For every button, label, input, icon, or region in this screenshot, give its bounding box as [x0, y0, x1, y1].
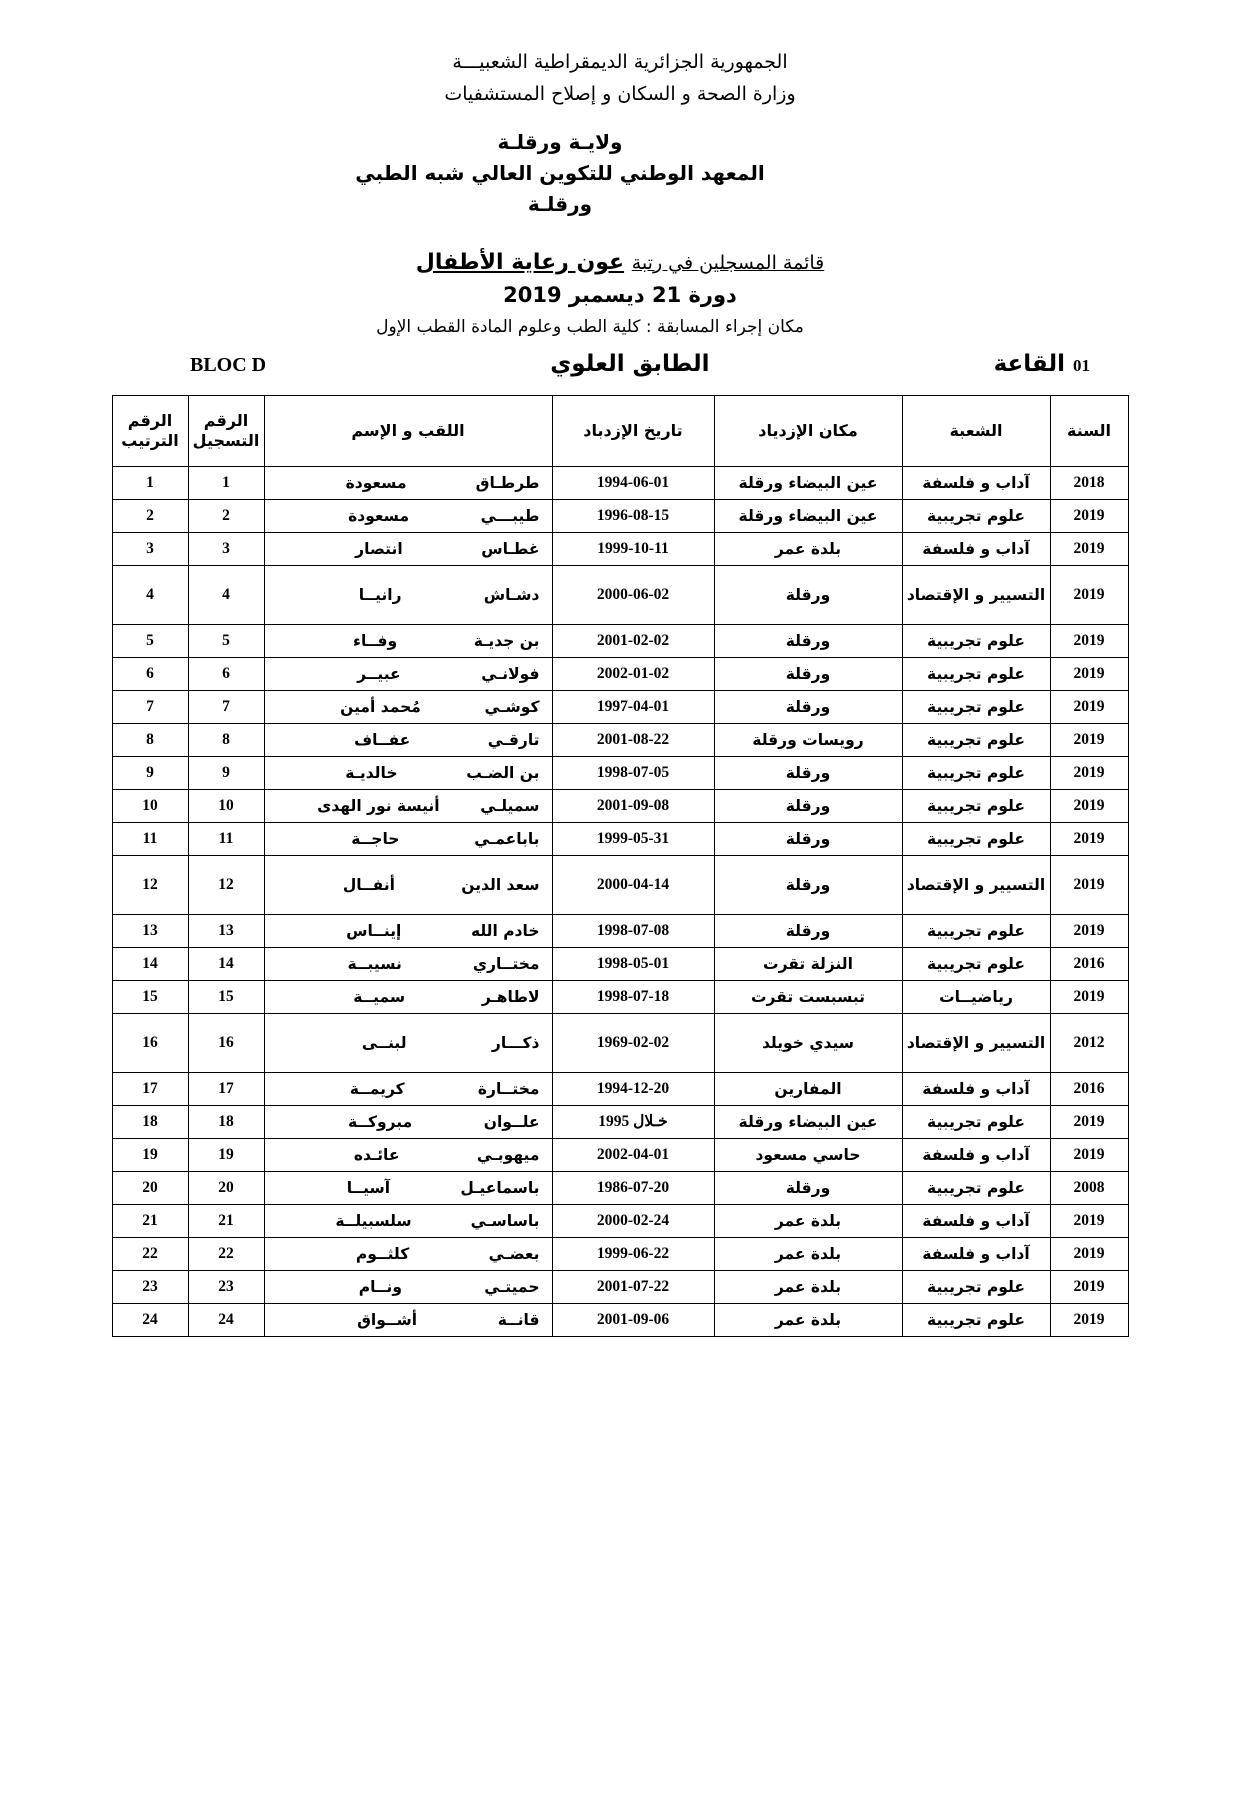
cell-year: 2012	[1050, 1013, 1128, 1072]
cell-registration-number: 15	[188, 980, 264, 1013]
column-header-birthdate: تاريخ الإزدباد	[552, 395, 714, 466]
cell-name	[264, 466, 552, 499]
cell-surname: بن جديـة	[473, 631, 540, 650]
table-row	[112, 657, 1128, 690]
cell-name	[264, 532, 552, 565]
cell-year: 2016	[1050, 947, 1128, 980]
cell-birthplace: عين البيضاء ورقلة	[714, 1105, 902, 1138]
hall-number: 01	[1073, 355, 1090, 375]
wilaya-line: ولايـة ورقلـة	[497, 129, 623, 154]
cell-order-number: 7	[112, 690, 188, 723]
cell-branch: علوم تجريبية	[902, 657, 1050, 690]
cell-order-number: 1	[112, 466, 188, 499]
column-header-registration-number	[188, 395, 264, 466]
exam-place-line: مكان إجراء المسابقة : كلية الطب وعلوم المادة القطب الإول	[376, 316, 804, 337]
cell-branch: آداب و فلسفة	[902, 1072, 1050, 1105]
cell-given-name: مسعودة	[348, 506, 410, 525]
cell-birthdate: 2002-01-02	[552, 657, 714, 690]
cell-given-name: لبنــى	[361, 1033, 407, 1052]
cell-branch: علوم تجريبية	[902, 1270, 1050, 1303]
cell-order-number: 22	[112, 1237, 188, 1270]
cell-birthdate: 2001-09-08	[552, 789, 714, 822]
cell-name	[264, 690, 552, 723]
table-row	[112, 466, 1128, 499]
cell-registration-number: 2	[188, 499, 264, 532]
cell-surname: كوشـي	[484, 697, 540, 716]
column-header-year: السنة	[1050, 395, 1128, 466]
cell-birthplace: بلدة عمر	[714, 532, 902, 565]
floor-label: الطابق العلوي	[550, 350, 710, 377]
cell-order-number: 4	[112, 565, 188, 624]
cell-birthdate: 1997-04-01	[552, 690, 714, 723]
cell-registration-number: 14	[188, 947, 264, 980]
cell-order-number: 13	[112, 914, 188, 947]
cell-given-name: عائـده	[353, 1145, 400, 1164]
cell-name	[264, 1237, 552, 1270]
cell-name	[264, 1138, 552, 1171]
cell-year: 2019	[1050, 657, 1128, 690]
cell-surname: سميلـي	[480, 796, 540, 815]
cell-name	[264, 1072, 552, 1105]
cell-order-number: 17	[112, 1072, 188, 1105]
cell-order-number: 19	[112, 1138, 188, 1171]
cell-birthdate: 2000-02-24	[552, 1204, 714, 1237]
cell-branch: آداب و فلسفة	[902, 1138, 1050, 1171]
cell-birthplace: عين البيضاء ورقلة	[714, 466, 902, 499]
cell-registration-number: 17	[188, 1072, 264, 1105]
cell-year: 2019	[1050, 565, 1128, 624]
cell-order-number: 8	[112, 723, 188, 756]
cell-registration-number: 1	[188, 466, 264, 499]
cell-birthplace: رويسات ورقلة	[714, 723, 902, 756]
institute-line: المعهد الوطني للتكوين العالي شبه الطبي	[355, 160, 765, 185]
cell-surname: باسماعيـل	[460, 1178, 540, 1197]
cell-order-number: 3	[112, 532, 188, 565]
cell-birthdate: 2001-09-06	[552, 1303, 714, 1336]
republic-line: الجمهورية الجزائرية الديمقراطية الشعبيـــة	[452, 51, 788, 73]
cell-registration-number: 24	[188, 1303, 264, 1336]
cell-name	[264, 1204, 552, 1237]
cell-birthplace: عين البيضاء ورقلة	[714, 499, 902, 532]
cell-order-number: 16	[112, 1013, 188, 1072]
cell-given-name: آسيــا	[346, 1178, 391, 1197]
cell-birthdate: 2001-07-22	[552, 1270, 714, 1303]
cell-name	[264, 855, 552, 914]
cell-birthplace: ورقلة	[714, 690, 902, 723]
cell-order-number: 23	[112, 1270, 188, 1303]
cell-branch: علوم تجريبية	[902, 947, 1050, 980]
cell-surname: خادم الله	[470, 921, 540, 940]
cell-surname: مختــارة	[477, 1079, 540, 1098]
table-row	[112, 1072, 1128, 1105]
cell-given-name: وفــاء	[353, 631, 398, 650]
column-header-name: اللقب و الإسم	[264, 395, 552, 466]
cell-name	[264, 789, 552, 822]
cell-year: 2019	[1050, 532, 1128, 565]
cell-birthdate: 2001-02-02	[552, 624, 714, 657]
cell-registration-number: 18	[188, 1105, 264, 1138]
cell-branch: التسيير و الإقتصاد	[902, 1013, 1050, 1072]
table-row	[112, 1105, 1128, 1138]
title-rank: عون رعاية الأطفال	[415, 249, 625, 275]
cell-given-name: خالديـة	[345, 763, 398, 782]
cell-birthplace: بلدة عمر	[714, 1237, 902, 1270]
cell-branch: علوم تجريبية	[902, 789, 1050, 822]
table-row	[112, 756, 1128, 789]
cell-registration-number: 20	[188, 1171, 264, 1204]
table-row	[112, 855, 1128, 914]
cell-registration-number: 12	[188, 855, 264, 914]
cell-given-name: حاجــة	[351, 829, 400, 848]
cell-name	[264, 1303, 552, 1336]
registration-header-line1: الرقم	[203, 410, 249, 430]
cell-given-name: سميــة	[353, 987, 406, 1006]
table-row	[112, 1270, 1128, 1303]
cell-registration-number: 9	[188, 756, 264, 789]
cell-surname: ميهوبـي	[476, 1145, 540, 1164]
cell-registration-number: 13	[188, 914, 264, 947]
cell-order-number: 18	[112, 1105, 188, 1138]
cell-surname: بعضـي	[488, 1244, 540, 1263]
cell-order-number: 14	[112, 947, 188, 980]
cell-order-number: 11	[112, 822, 188, 855]
cell-order-number: 24	[112, 1303, 188, 1336]
cell-name	[264, 1171, 552, 1204]
cell-birthplace: ورقلة	[714, 624, 902, 657]
cell-surname: تارقـي	[487, 730, 540, 749]
order-header-line2: الترتيب	[121, 430, 179, 450]
cell-surname: طرطـاق	[475, 473, 540, 492]
table-body	[112, 466, 1128, 1336]
cell-name	[264, 822, 552, 855]
cell-name	[264, 914, 552, 947]
cell-surname: طيبـــي	[480, 506, 540, 525]
cell-given-name: كلثــوم	[355, 1244, 410, 1263]
cell-branch: آداب و فلسفة	[902, 1204, 1050, 1237]
table-row	[112, 1138, 1128, 1171]
cell-registration-number: 7	[188, 690, 264, 723]
table-row	[112, 624, 1128, 657]
cell-surname: باساسـي	[470, 1211, 540, 1230]
cell-registration-number: 22	[188, 1237, 264, 1270]
cell-birthplace: بلدة عمر	[714, 1270, 902, 1303]
cell-branch: علوم تجريبية	[902, 914, 1050, 947]
cell-branch: علوم تجريبية	[902, 624, 1050, 657]
national-header	[0, 46, 1240, 111]
cell-birthdate: 2000-04-14	[552, 855, 714, 914]
cell-branch: علوم تجريبية	[902, 499, 1050, 532]
cell-birthplace: حاسي مسعود	[714, 1138, 902, 1171]
table-header-row	[112, 395, 1128, 466]
cell-order-number: 9	[112, 756, 188, 789]
cell-birthplace: سيدي خويلد	[714, 1013, 902, 1072]
cell-name	[264, 565, 552, 624]
cell-given-name: عفــاف	[354, 730, 411, 749]
cell-name	[264, 624, 552, 657]
cell-given-name: أنفــال	[342, 875, 395, 894]
table-row	[112, 1013, 1128, 1072]
cell-birthplace: النزلة تقرت	[714, 947, 902, 980]
cell-order-number: 15	[112, 980, 188, 1013]
cell-year: 2019	[1050, 1270, 1128, 1303]
cell-order-number: 2	[112, 499, 188, 532]
cell-birthdate: 1998-07-18	[552, 980, 714, 1013]
cell-year: 2019	[1050, 1204, 1128, 1237]
cell-name	[264, 947, 552, 980]
table-row	[112, 822, 1128, 855]
cell-registration-number: 10	[188, 789, 264, 822]
cell-given-name: أشــواق	[357, 1310, 418, 1329]
cell-year: 2019	[1050, 1237, 1128, 1270]
cell-branch: علوم تجريبية	[902, 756, 1050, 789]
cell-given-name: رانيــا	[358, 585, 402, 604]
cell-name	[264, 499, 552, 532]
cell-birthdate: 2002-04-01	[552, 1138, 714, 1171]
table-row	[112, 723, 1128, 756]
cell-surname: فولانـي	[481, 664, 540, 683]
cell-surname: ذكـــار	[491, 1033, 540, 1052]
cell-surname: مختــاري	[472, 954, 540, 973]
cell-registration-number: 16	[188, 1013, 264, 1072]
cell-name	[264, 980, 552, 1013]
cell-surname: علــوان	[483, 1112, 540, 1131]
table-row	[112, 1237, 1128, 1270]
cell-branch: علوم تجريبية	[902, 690, 1050, 723]
cell-year: 2019	[1050, 914, 1128, 947]
cell-order-number: 12	[112, 855, 188, 914]
cell-year: 2019	[1050, 1303, 1128, 1336]
cell-surname: حميتـي	[484, 1277, 540, 1296]
cell-surname: قانــة	[497, 1310, 540, 1329]
cell-birthplace: تبسبست تقرت	[714, 980, 902, 1013]
cell-order-number: 6	[112, 657, 188, 690]
cell-given-name: نسيبــة	[347, 954, 402, 973]
cell-year: 2019	[1050, 723, 1128, 756]
cell-branch: التسيير و الإقتصاد	[902, 565, 1050, 624]
cell-year: 2019	[1050, 499, 1128, 532]
cell-birthdate: 2000-06-02	[552, 565, 714, 624]
cell-birthdate: 1998-07-05	[552, 756, 714, 789]
cell-year: 2018	[1050, 466, 1128, 499]
cell-birthdate: 1996-08-15	[552, 499, 714, 532]
cell-year: 2019	[1050, 690, 1128, 723]
cell-year: 2019	[1050, 789, 1128, 822]
cell-branch: آداب و فلسفة	[902, 532, 1050, 565]
hall-label-group	[994, 351, 1090, 377]
cell-birthplace: ورقلة	[714, 855, 902, 914]
table-row	[112, 1303, 1128, 1336]
cell-registration-number: 6	[188, 657, 264, 690]
cell-name	[264, 723, 552, 756]
cell-registration-number: 19	[188, 1138, 264, 1171]
cell-registration-number: 8	[188, 723, 264, 756]
cell-given-name: انتصار	[355, 539, 403, 558]
cell-year: 2019	[1050, 756, 1128, 789]
cell-surname: بن الضـب	[466, 763, 540, 782]
cell-given-name: إينــاس	[346, 921, 402, 940]
table-row	[112, 980, 1128, 1013]
table-row	[112, 1204, 1128, 1237]
institution-header	[0, 127, 1120, 220]
cell-birthdate: 1998-07-08	[552, 914, 714, 947]
candidates-table	[112, 395, 1129, 1337]
table-row	[112, 1171, 1128, 1204]
cell-surname: باباعمـي	[474, 829, 540, 848]
cell-registration-number: 11	[188, 822, 264, 855]
cell-birthdate: 1998-05-01	[552, 947, 714, 980]
cell-branch: رياضيــات	[902, 980, 1050, 1013]
cell-year: 2019	[1050, 855, 1128, 914]
cell-name	[264, 657, 552, 690]
cell-given-name: عبيــر	[357, 664, 401, 683]
cell-surname: غطـاس	[481, 539, 540, 558]
cell-registration-number: 4	[188, 565, 264, 624]
cell-name	[264, 756, 552, 789]
cell-birthdate: 2001-08-22	[552, 723, 714, 756]
cell-birthplace: ورقلة	[714, 657, 902, 690]
city-line: ورقلـة	[527, 191, 593, 216]
cell-given-name: مسعودة	[345, 473, 407, 492]
cell-given-name: مبروكــة	[348, 1112, 413, 1131]
cell-surname: لاطاهـر	[481, 987, 540, 1006]
cell-birthplace: ورقلة	[714, 756, 902, 789]
cell-order-number: 21	[112, 1204, 188, 1237]
table-header	[112, 395, 1128, 466]
cell-birthdate: 1994-06-01	[552, 466, 714, 499]
cell-given-name: مُحمد أمين	[340, 697, 421, 716]
table-row	[112, 565, 1128, 624]
table-row	[112, 499, 1128, 532]
location-row	[190, 351, 1090, 377]
cell-given-name: ونــام	[358, 1277, 403, 1296]
table-row	[112, 690, 1128, 723]
cell-order-number: 20	[112, 1171, 188, 1204]
cell-birthplace: ورقلة	[714, 822, 902, 855]
cell-given-name: أنيسة نور الهدى	[317, 796, 440, 815]
cell-order-number: 10	[112, 789, 188, 822]
title-prefix: قائمة المسجلين في رتبة	[631, 251, 825, 274]
cell-year: 2019	[1050, 822, 1128, 855]
cell-branch: التسيير و الإقتصاد	[902, 855, 1050, 914]
session-title: دورة 21 ديسمبر 2019	[503, 282, 737, 307]
cell-year: 2016	[1050, 1072, 1128, 1105]
cell-birthdate: 1969-02-02	[552, 1013, 714, 1072]
table-row	[112, 532, 1128, 565]
cell-birthplace: ورقلة	[714, 1171, 902, 1204]
cell-year: 2019	[1050, 980, 1128, 1013]
cell-branch: آداب و فلسفة	[902, 466, 1050, 499]
cell-birthplace: بلدة عمر	[714, 1303, 902, 1336]
document-page	[0, 46, 1240, 1800]
cell-given-name: كريمــة	[349, 1079, 405, 1098]
cell-order-number: 5	[112, 624, 188, 657]
cell-registration-number: 21	[188, 1204, 264, 1237]
cell-branch: علوم تجريبية	[902, 1303, 1050, 1336]
cell-given-name: سلسبيلــة	[335, 1211, 412, 1230]
cell-name	[264, 1270, 552, 1303]
cell-birthplace: المفارين	[714, 1072, 902, 1105]
table-row	[112, 947, 1128, 980]
cell-birthdate: 1994-12-20	[552, 1072, 714, 1105]
bloc-label: BLOC D	[190, 353, 267, 376]
cell-surname: سعد الدين	[461, 875, 540, 894]
cell-year: 2019	[1050, 1105, 1128, 1138]
cell-registration-number: 5	[188, 624, 264, 657]
column-header-birthplace: مكان الإزدياد	[714, 395, 902, 466]
cell-registration-number: 23	[188, 1270, 264, 1303]
cell-birthdate: 1999-05-31	[552, 822, 714, 855]
table-row	[112, 914, 1128, 947]
cell-year: 2019	[1050, 1138, 1128, 1171]
cell-birthdate: 1999-06-22	[552, 1237, 714, 1270]
hall-label: القاعة	[993, 350, 1065, 377]
column-header-branch: الشعبة	[902, 395, 1050, 466]
cell-birthplace: ورقلة	[714, 565, 902, 624]
cell-surname: دشـاش	[483, 585, 540, 604]
cell-year: 2019	[1050, 624, 1128, 657]
table-row	[112, 789, 1128, 822]
cell-name	[264, 1105, 552, 1138]
registration-header-line2: التسجيل	[192, 430, 260, 450]
order-header-line1: الرقم	[127, 410, 173, 430]
page-title	[0, 250, 1240, 275]
cell-branch: علوم تجريبية	[902, 1171, 1050, 1204]
cell-name	[264, 1013, 552, 1072]
cell-branch: علوم تجريبية	[902, 723, 1050, 756]
column-header-order-number	[112, 395, 188, 466]
cell-birthplace: ورقلة	[714, 789, 902, 822]
cell-branch: آداب و فلسفة	[902, 1237, 1050, 1270]
cell-registration-number: 3	[188, 532, 264, 565]
cell-year: 2008	[1050, 1171, 1128, 1204]
cell-birthplace: بلدة عمر	[714, 1204, 902, 1237]
cell-birthplace: ورقلة	[714, 914, 902, 947]
ministry-line: وزارة الصحة و السكان و إصلاح المستشفيات	[444, 83, 796, 106]
cell-branch: علوم تجريبية	[902, 822, 1050, 855]
cell-branch: علوم تجريبية	[902, 1105, 1050, 1138]
cell-birthdate: 1986-07-20	[552, 1171, 714, 1204]
cell-birthdate: خـلال 1995	[552, 1105, 714, 1138]
cell-birthdate: 1999-10-11	[552, 532, 714, 565]
